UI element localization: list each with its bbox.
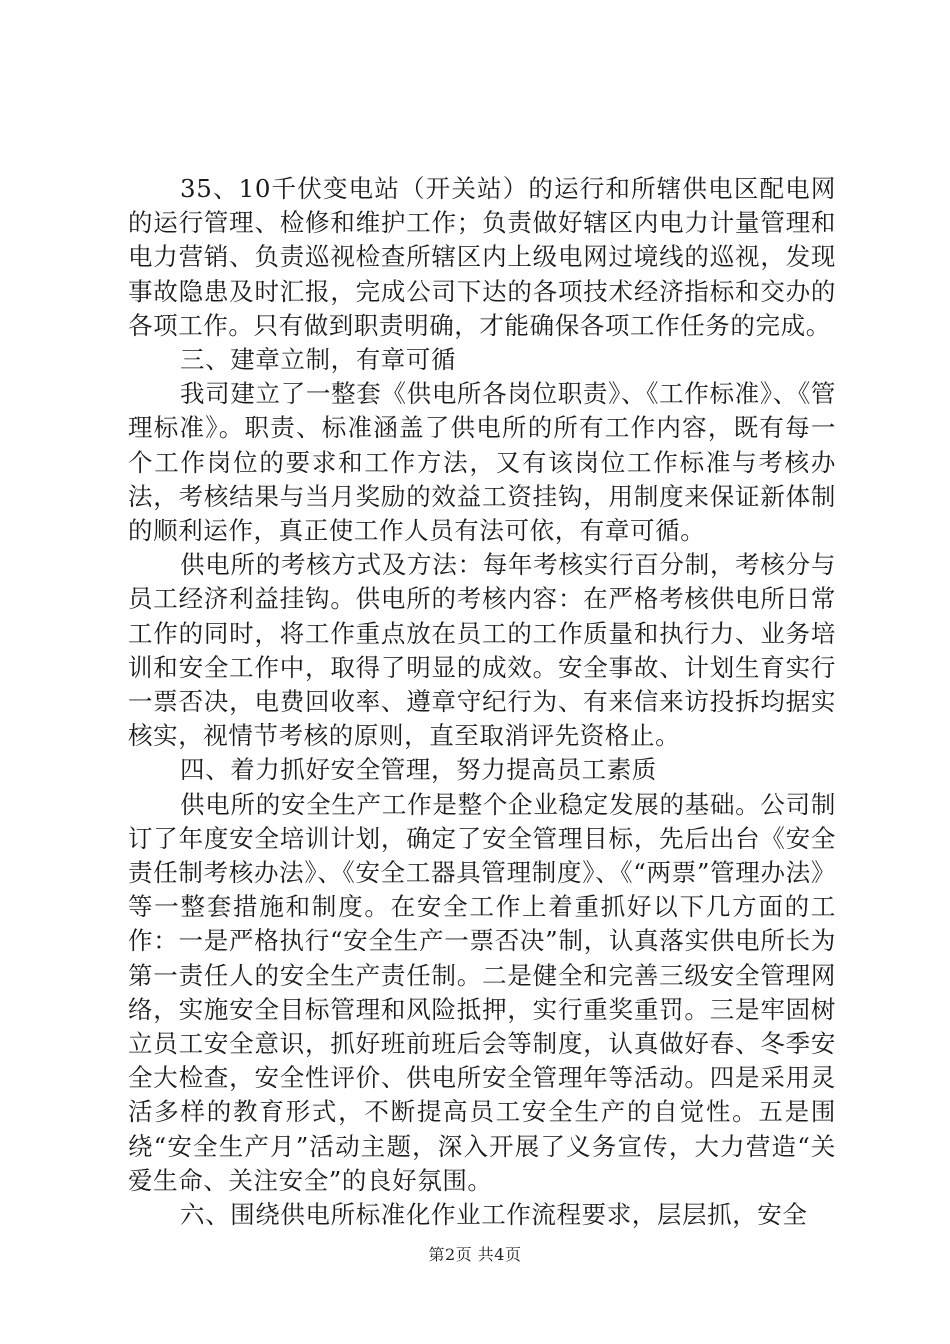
section-heading-3: 三、建章立制，有章可循 (180, 345, 457, 375)
page-number: 第2页 共4页 (428, 1245, 522, 1264)
paragraph-substation-duties: 35、10千伏变电站（开关站）的运行和所辖供电区配电网的运行管理、检修和维护工作；负责做好辖区内电力计量管理和电力营销、负责巡视检查所辖区内上级电网过境线的巡视，发现事故隐患及时汇报，完成公司下达的各项技术经济指标和交办的各项工作。只有做到职责明确，才能确保各项工作任务的完成。 (128, 174, 836, 340)
page-footer (0, 1245, 950, 1265)
paragraph-standards: 我司建立了一整套《供电所各岗位职责》、《工作标准》、《管理标准》。职责、标准涵盖了供电所的所有工作内容，既有每一个工作岗位的要求和工作方法，又有该岗位工作标准与考核办法，考核结果与当月奖励的效益工资挂钩，用制度来保证新体制的顺利运作，真正使工作人员有法可依，有章可循。 (128, 379, 836, 546)
section-heading-6: 六、围绕供电所标准化作业工作流程要求，层层抓，安全 (180, 1200, 808, 1230)
document-body (128, 172, 836, 1232)
paragraph-safety-management: 供电所的安全生产工作是整个企业稳定发展的基础。公司制订了年度安全培训计划，确定了安全管理目标，先后出台《安全责任制考核办法》、《安全工器具管理制度》、《“两票”管理办法》等一整套措施和制度。在安全工作上着重抓好以下几方面的工作：一是严格执行“安全生产一票否决”制，认真落实供电所长为第一责任人的安全生产责任制。二是健全和完善三级安全管理网络，实施安全目标管理和风险抵押，实行重奖重罚。三是牢固树立员工安全意识，抓好班前班后会等制度，认真做好春、冬季安全大检查，安全性评价、供电所安全管理年等活动。四是采用灵活多样的教育形式，不断提高员工安全生产的自觉性。五是围绕“安全生产月”活动主题，深入开展了义务宣传，大力营造“关爱生命、关注安全”的良好氛围。 (128, 789, 836, 1195)
section-heading-4: 四、着力抓好安全管理，努力提高员工素质 (180, 755, 657, 785)
paragraph-assessment: 供电所的考核方式及方法：每年考核实行百分制，考核分与员工经济利益挂钩。供电所的考核内容：在严格考核供电所日常工作的同时，将工作重点放在员工的工作质量和执行力、业务培训和安全工作中，取得了明显的成效。安全事故、计划生育实行一票否决，电费回收率、遵章守纪行为、有来信来访投拆均据实核实，视情节考核的原则，直至取消评先资格止。 (128, 550, 836, 751)
